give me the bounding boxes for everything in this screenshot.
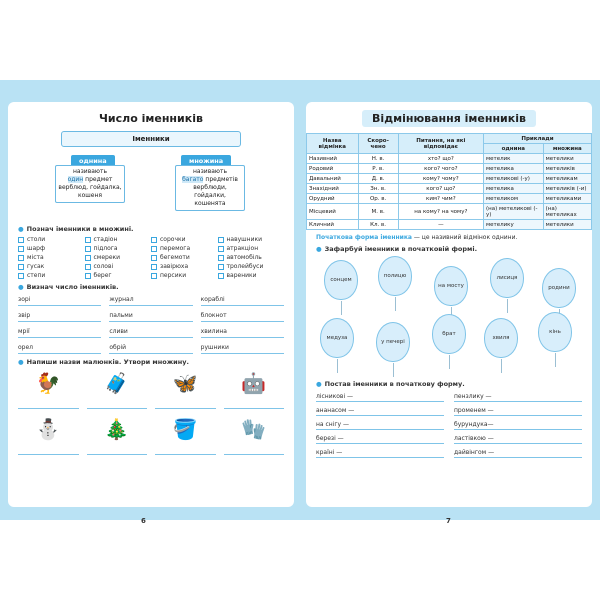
answer-line[interactable]: хвилина — [201, 326, 284, 338]
singular-tag: однина — [71, 155, 115, 167]
table-cell: метелики — [543, 220, 591, 230]
table-cell: метелик — [483, 154, 543, 164]
table-cell: Н. в. — [358, 154, 398, 164]
table-row — [307, 154, 592, 164]
checkbox-item — [85, 245, 152, 252]
checkbox-item — [18, 254, 85, 261]
checkbox-label: шарф — [27, 245, 46, 252]
table-row — [307, 194, 592, 204]
checkbox-item — [85, 263, 152, 270]
checkbox[interactable] — [151, 237, 157, 243]
table-cell: Називний — [307, 154, 359, 164]
checkbox-label: бегемоти — [160, 254, 190, 261]
checkbox[interactable] — [85, 237, 91, 243]
table-subheader: однина — [483, 144, 543, 154]
checkbox[interactable] — [85, 273, 91, 279]
table-cell: метелики — [543, 154, 591, 164]
answer-line[interactable] — [155, 399, 216, 409]
checkbox-label: смереки — [93, 254, 121, 261]
plural-tag: множина — [181, 155, 231, 167]
singular-box: називають один предмет верблюд, гойдалка, кошеня — [55, 165, 125, 203]
table-cell: кому? чому? — [398, 174, 483, 184]
picture-item — [155, 415, 216, 455]
checkbox[interactable] — [18, 237, 24, 243]
table-cell: Кл. в. — [358, 220, 398, 230]
picture-item — [224, 415, 285, 455]
table-cell: метеликів (-и) — [543, 184, 591, 194]
answer-line[interactable]: блокнот — [201, 310, 284, 322]
answer-line[interactable] — [224, 445, 285, 455]
table-cell: кого? що? — [398, 184, 483, 194]
scheme-main: Іменники — [61, 131, 241, 147]
table-header: Назва відмінка — [307, 134, 359, 154]
task-heading: ● Зафарбуй іменники в початковій формі. — [316, 245, 478, 253]
checkbox-item — [218, 245, 285, 252]
left-page — [8, 102, 294, 525]
checkbox-label: степи — [27, 272, 46, 279]
checkbox-item — [218, 236, 285, 243]
picture-item — [18, 415, 79, 455]
balloon-exercise — [316, 256, 582, 376]
table-header: Питання, на які відповідає — [398, 134, 483, 154]
checkbox-item — [85, 236, 152, 243]
declension-table — [306, 133, 592, 230]
balloon-item[interactable]: полицю — [378, 256, 412, 296]
definition: Початкова форма іменника — це називний відмінок однини. — [316, 234, 518, 241]
plural-checklist — [18, 236, 284, 279]
answer-line[interactable]: березі — — [316, 433, 444, 444]
table-cell: Орудний — [307, 194, 359, 204]
book-spread — [0, 80, 600, 525]
checkbox[interactable] — [18, 273, 24, 279]
table-header: Приклади — [483, 134, 591, 144]
suitcase-icon: 🧳 — [104, 371, 130, 395]
page-number: 7 — [446, 517, 451, 525]
table-cell: на кому? на чому? — [398, 204, 483, 220]
balloon-item[interactable]: лисиця — [490, 258, 524, 298]
task-heading: ● Познач іменники в множині. — [18, 225, 134, 233]
answer-line[interactable]: пензлику — — [454, 391, 582, 402]
checkbox-label: столи — [27, 236, 46, 243]
checkbox-item — [18, 245, 85, 252]
table-cell: Місцевий — [307, 204, 359, 220]
answer-line[interactable] — [18, 445, 79, 455]
task-heading: ● Напиши назви малюнків. Утвори множину. — [18, 358, 189, 366]
checkbox[interactable] — [218, 255, 224, 261]
picture-item — [18, 369, 79, 409]
answer-line[interactable]: пальми — [109, 310, 192, 322]
checkbox-label: підлога — [93, 245, 118, 252]
table-cell: метелика — [483, 164, 543, 174]
checkbox[interactable] — [218, 246, 224, 252]
answer-line[interactable] — [18, 399, 79, 409]
balloon-item[interactable]: у печері — [376, 322, 410, 362]
initial-form-exercise — [316, 391, 582, 458]
balloon-item[interactable]: родини — [542, 268, 576, 308]
checkbox[interactable] — [151, 246, 157, 252]
table-cell: метеликові (-у) — [483, 174, 543, 184]
rooster-icon: 🐓 — [35, 371, 61, 395]
checkbox-item — [218, 254, 285, 261]
answer-line[interactable]: зорі — [18, 294, 101, 306]
checkbox-label: атракціон — [226, 245, 259, 252]
picture-item — [87, 415, 148, 455]
checkbox-label: персики — [160, 272, 187, 279]
bucket-icon: 🪣 — [172, 417, 198, 441]
plural-examples: верблюди, гойдалки, кошенята — [193, 184, 227, 207]
table-cell: Родовий — [307, 164, 359, 174]
checkbox-label: перемога — [160, 245, 191, 252]
checkbox[interactable] — [85, 255, 91, 261]
checkbox-label: сорочки — [160, 236, 186, 243]
answer-line[interactable]: країні — — [316, 447, 444, 458]
checkbox[interactable] — [18, 255, 24, 261]
checkbox-label: берег — [93, 272, 112, 279]
checkbox-item — [151, 263, 218, 270]
noun-number-scheme — [41, 131, 261, 221]
table-row — [307, 174, 592, 184]
table-row — [307, 164, 592, 174]
balloon-item[interactable]: сонцем — [324, 260, 358, 300]
checkbox-item — [18, 236, 85, 243]
checkbox-item — [151, 245, 218, 252]
answer-line[interactable]: дайвінгом — — [454, 447, 582, 458]
snowman-icon: ⛄ — [35, 417, 61, 441]
checkbox-label: гусак — [27, 263, 45, 270]
checkbox-label: вареники — [226, 272, 257, 279]
balloon-item[interactable]: хвиля — [484, 318, 518, 358]
checkbox[interactable] — [18, 246, 24, 252]
checkbox[interactable] — [85, 264, 91, 270]
answer-line[interactable]: кораблі — [201, 294, 284, 306]
checkbox[interactable] — [218, 273, 224, 279]
checkbox-item — [151, 272, 218, 279]
answer-line[interactable]: рушники — [201, 342, 284, 354]
table-cell: — — [398, 220, 483, 230]
answer-line[interactable]: лісникові — — [316, 391, 444, 402]
checkbox-label: автомобіль — [226, 254, 262, 261]
answer-line[interactable]: бурундука— — [454, 419, 582, 430]
table-cell: метелику — [483, 220, 543, 230]
answer-line[interactable]: обрій — [109, 342, 192, 354]
picture-item — [224, 369, 285, 409]
table-cell: (на) метеликові (-у) — [483, 204, 543, 220]
picture-exercise — [18, 369, 284, 455]
mittens-icon: 🧤 — [241, 417, 267, 441]
table-cell: М. в. — [358, 204, 398, 220]
table-cell: метеликам — [543, 174, 591, 184]
balloon-item[interactable]: кінь — [538, 312, 572, 352]
table-cell: Знахідний — [307, 184, 359, 194]
answer-line[interactable]: ананасом — — [316, 405, 444, 416]
answer-line[interactable]: сливи — [109, 326, 192, 338]
page-number: 6 — [141, 517, 146, 525]
balloon-item[interactable]: на мосту — [434, 266, 468, 306]
checkbox-item — [151, 254, 218, 261]
answer-line[interactable]: орел — [18, 342, 101, 354]
answer-line[interactable] — [155, 445, 216, 455]
table-cell: Кличний — [307, 220, 359, 230]
robot-icon: 🤖 — [241, 371, 267, 395]
christmas-tree-icon: 🎄 — [104, 417, 130, 441]
table-cell: (на) метеликах — [543, 204, 591, 220]
checkbox-label: міста — [27, 254, 44, 261]
table-row — [307, 204, 592, 220]
answer-line[interactable]: мрії — [18, 326, 101, 338]
table-cell: Р. в. — [358, 164, 398, 174]
table-cell: ким? чим? — [398, 194, 483, 204]
answer-line[interactable]: звір — [18, 310, 101, 322]
balloon-item[interactable]: медуза — [320, 318, 354, 358]
table-subheader: множина — [543, 144, 591, 154]
number-exercise — [18, 294, 284, 354]
balloon-item[interactable]: брат — [432, 314, 466, 354]
checkbox-item — [218, 263, 285, 270]
table-cell: метелика — [483, 184, 543, 194]
task-heading: ● Постав іменники в початкову форму. — [316, 380, 465, 388]
table-row — [307, 184, 592, 194]
singular-examples: верблюд, гойдалка, кошеня — [58, 184, 122, 199]
checkbox[interactable] — [218, 264, 224, 270]
checkbox-label: солові — [93, 263, 114, 270]
checkbox[interactable] — [151, 273, 157, 279]
page-title: Число іменників — [99, 112, 203, 125]
checkbox-item — [151, 236, 218, 243]
checkbox-label: навушники — [226, 236, 263, 243]
table-cell: Д. в. — [358, 174, 398, 184]
checkbox-item — [85, 254, 152, 261]
butterfly-icon: 🦋 — [172, 371, 198, 395]
answer-line[interactable]: журнал — [109, 294, 192, 306]
answer-line[interactable] — [224, 399, 285, 409]
answer-line[interactable] — [87, 399, 148, 409]
table-cell: Ор. в. — [358, 194, 398, 204]
checkbox[interactable] — [218, 237, 224, 243]
table-row — [307, 220, 592, 230]
checkbox-label: завірюха — [160, 263, 189, 270]
table-cell: Зн. в. — [358, 184, 398, 194]
task-heading: ● Визнач число іменників. — [18, 283, 119, 291]
table-cell: метеликів — [543, 164, 591, 174]
answer-line[interactable]: ластівкою — — [454, 433, 582, 444]
answer-line[interactable]: на снігу — — [316, 419, 444, 430]
page-title: Відмінювання іменників — [362, 110, 536, 127]
checkbox-label: стадіон — [93, 236, 118, 243]
table-cell: метеликами — [543, 194, 591, 204]
right-page — [306, 102, 592, 525]
plural-box: називають багато предметів верблюди, гойдалки, кошенята — [175, 165, 245, 211]
checkbox-item — [85, 272, 152, 279]
checkbox-item — [18, 272, 85, 279]
singular-highlight: один — [67, 176, 84, 183]
picture-item — [155, 369, 216, 409]
checkbox[interactable] — [151, 255, 157, 261]
checkbox-label: тролейбуси — [226, 263, 264, 270]
table-cell: хто? що? — [398, 154, 483, 164]
plural-highlight: багато — [182, 176, 204, 183]
checkbox[interactable] — [85, 246, 91, 252]
answer-line[interactable] — [87, 445, 148, 455]
table-cell: Давальний — [307, 174, 359, 184]
table-cell: метеликом — [483, 194, 543, 204]
table-cell: кого? чого? — [398, 164, 483, 174]
answer-line[interactable]: променем — — [454, 405, 582, 416]
checkbox[interactable] — [18, 264, 24, 270]
checkbox-item — [218, 272, 285, 279]
checkbox[interactable] — [151, 264, 157, 270]
checkbox-item — [18, 263, 85, 270]
picture-item — [87, 369, 148, 409]
table-header: Скоро-чено — [358, 134, 398, 154]
